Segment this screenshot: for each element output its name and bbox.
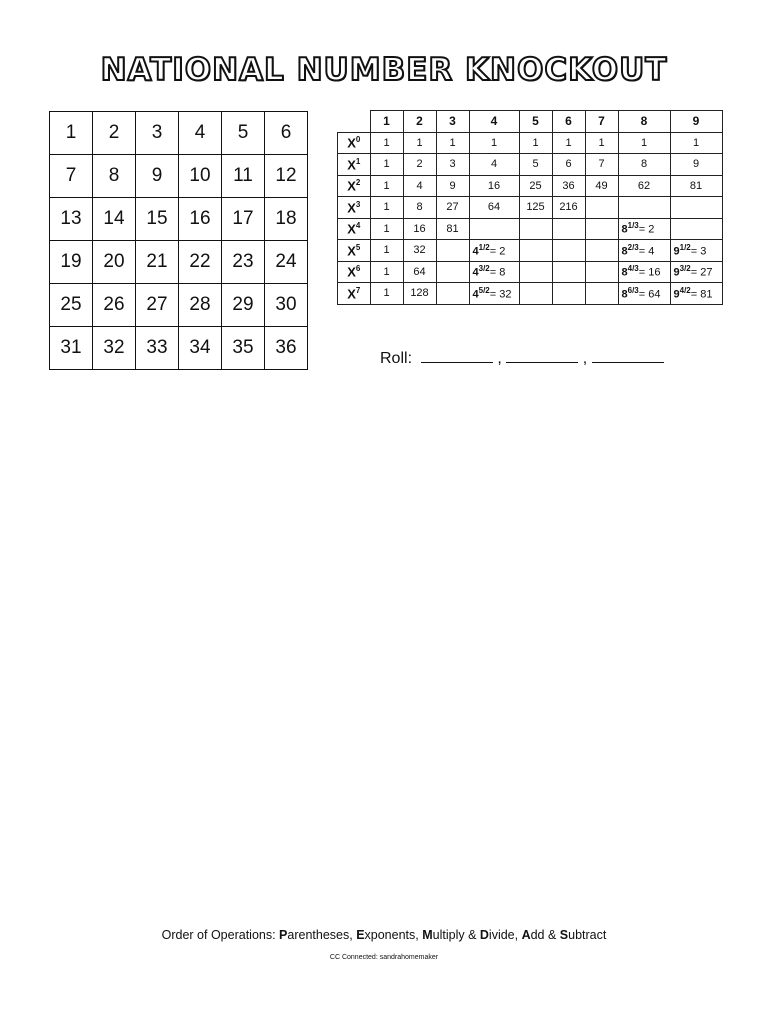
- table-cell: 1: [403, 132, 436, 154]
- footer-word: dd &: [530, 928, 560, 942]
- grid-cell[interactable]: 33: [136, 327, 179, 370]
- table-cell: 1: [370, 175, 403, 197]
- table-cell: [436, 240, 469, 262]
- table-cell: [618, 218, 670, 240]
- cell-result: = 2: [638, 224, 655, 237]
- table-cell: 32: [403, 240, 436, 262]
- row-base: X: [347, 199, 356, 215]
- table-cell: 6: [552, 154, 585, 176]
- table-cell: 1: [370, 197, 403, 219]
- cell-exponent: 1/3: [627, 221, 639, 231]
- cell-base: 8: [621, 267, 628, 280]
- table-cell: 64: [403, 261, 436, 283]
- table-cell: 1: [370, 218, 403, 240]
- row-header: [338, 197, 371, 219]
- grid-cell[interactable]: 21: [136, 241, 179, 284]
- column-header: 4: [469, 111, 519, 133]
- grid-cell[interactable]: 4: [179, 112, 222, 155]
- table-cell: 1: [670, 132, 722, 154]
- cell-base: 8: [621, 245, 628, 258]
- table-cell: 1: [370, 283, 403, 305]
- grid-cell[interactable]: 35: [222, 327, 265, 370]
- footer-initial: D: [479, 928, 489, 942]
- grid-row: [50, 112, 308, 155]
- cell-base: 4: [472, 267, 479, 280]
- table-cell: 62: [618, 175, 670, 197]
- column-header: 9: [670, 111, 722, 133]
- row-exponent: 4: [355, 221, 361, 231]
- table-cell: [519, 283, 552, 305]
- table-cell: [670, 218, 722, 240]
- footer-initial: E: [356, 928, 365, 942]
- grid-cell[interactable]: 17: [222, 198, 265, 241]
- footer-word: ubtract: [568, 928, 607, 942]
- table-corner: [338, 111, 371, 133]
- grid-cell[interactable]: 29: [222, 284, 265, 327]
- grid-cell[interactable]: 3: [136, 112, 179, 155]
- row-exponent: 6: [355, 264, 361, 274]
- cell-result: = 3: [690, 245, 707, 258]
- table-cell: [585, 240, 618, 262]
- grid-row: [50, 327, 308, 370]
- table-cell: [585, 197, 618, 219]
- cell-result: = 32: [489, 288, 512, 301]
- table-cell: 16: [403, 218, 436, 240]
- cell-base: 8: [621, 288, 628, 301]
- grid-cell[interactable]: 32: [93, 327, 136, 370]
- row-exponent: 5: [355, 242, 361, 252]
- cell-result: = 2: [489, 245, 506, 258]
- footer-word: ivide,: [488, 928, 522, 942]
- footer-word: arentheses,: [287, 928, 357, 942]
- footer-word: ultiply &: [432, 928, 480, 942]
- grid-cell[interactable]: 20: [93, 241, 136, 284]
- table-cell: 49: [585, 175, 618, 197]
- grid-cell[interactable]: 19: [50, 241, 93, 284]
- row-exponent: 1: [355, 156, 361, 166]
- grid-cell[interactable]: 16: [179, 198, 222, 241]
- grid-cell[interactable]: 9: [136, 155, 179, 198]
- table-cell: 9: [670, 154, 722, 176]
- column-header: 5: [519, 111, 552, 133]
- powers-table: [337, 110, 723, 305]
- table-cell: 1: [469, 132, 519, 154]
- cell-base: 4: [472, 245, 479, 258]
- table-cell: [436, 283, 469, 305]
- table-cell: [670, 261, 722, 283]
- table-cell: [436, 261, 469, 283]
- table-cell: 25: [519, 175, 552, 197]
- table-cell: 5: [519, 154, 552, 176]
- table-cell: [585, 218, 618, 240]
- grid-cell[interactable]: 27: [136, 284, 179, 327]
- table-cell: 1: [370, 240, 403, 262]
- table-cell: [552, 218, 585, 240]
- grid-cell[interactable]: 8: [93, 155, 136, 198]
- row-exponent: 0: [355, 135, 361, 145]
- table-row: [338, 283, 723, 305]
- table-row: [338, 154, 723, 176]
- table-cell: [585, 261, 618, 283]
- cell-exponent: 3/2: [679, 264, 691, 274]
- cell-result: = 4: [638, 245, 655, 258]
- grid-cell[interactable]: 13: [50, 198, 93, 241]
- column-header: 2: [403, 111, 436, 133]
- grid-cell[interactable]: 2: [93, 112, 136, 155]
- table-row: [338, 132, 723, 154]
- order-of-operations: [0, 928, 768, 942]
- table-cell: 2: [403, 154, 436, 176]
- grid-cell[interactable]: 25: [50, 284, 93, 327]
- row-header: [338, 175, 371, 197]
- grid-cell[interactable]: 11: [222, 155, 265, 198]
- grid-row: [50, 198, 308, 241]
- table-cell: [552, 240, 585, 262]
- row-header: [338, 261, 371, 283]
- grid-cell[interactable]: 7: [50, 155, 93, 198]
- cell-base: 4: [472, 288, 479, 301]
- cell-exponent: 3/2: [478, 264, 490, 274]
- column-header: 7: [585, 111, 618, 133]
- footer-initial: S: [559, 928, 569, 942]
- table-cell: 3: [436, 154, 469, 176]
- cell-base: 9: [673, 245, 680, 258]
- table-cell: [670, 197, 722, 219]
- table-cell: 216: [552, 197, 585, 219]
- cell-exponent: 2/3: [627, 242, 639, 252]
- table-cell: 1: [585, 132, 618, 154]
- column-header: 1: [370, 111, 403, 133]
- table-cell: [552, 283, 585, 305]
- page-title: NATIONAL NUMBER KNOCKOUT: [100, 52, 668, 88]
- roll-separator: ,: [578, 350, 592, 367]
- grid-cell[interactable]: 6: [265, 112, 308, 155]
- row-header: [338, 154, 371, 176]
- table-row: [338, 261, 723, 283]
- table-cell: [469, 283, 519, 305]
- table-cell: 27: [436, 197, 469, 219]
- cell-exponent: 5/2: [478, 285, 490, 295]
- table-cell: 9: [436, 175, 469, 197]
- row-base: X: [347, 221, 356, 237]
- grid-cell[interactable]: 23: [222, 241, 265, 284]
- table-cell: [519, 218, 552, 240]
- table-cell: 1: [370, 261, 403, 283]
- table-row: [338, 218, 723, 240]
- grid-cell[interactable]: 26: [93, 284, 136, 327]
- grid-cell[interactable]: 15: [136, 198, 179, 241]
- roll-blank-2[interactable]: [506, 348, 578, 363]
- table-cell: 4: [403, 175, 436, 197]
- cell-result: = 64: [638, 288, 661, 301]
- table-cell: 16: [469, 175, 519, 197]
- grid-cell[interactable]: 31: [50, 327, 93, 370]
- grid-row: [50, 241, 308, 284]
- number-grid: [49, 111, 308, 370]
- table-cell: 4: [469, 154, 519, 176]
- table-cell: [519, 240, 552, 262]
- cell-exponent: 4/2: [679, 285, 691, 295]
- grid-cell[interactable]: 1: [50, 112, 93, 155]
- table-cell: 1: [436, 132, 469, 154]
- table-cell: 8: [618, 154, 670, 176]
- roll-separator: ,: [492, 350, 507, 367]
- grid-cell[interactable]: 24: [265, 241, 308, 284]
- column-header: 3: [436, 111, 469, 133]
- table-row: [338, 175, 723, 197]
- roll-line: [380, 348, 664, 368]
- table-cell: 1: [519, 132, 552, 154]
- table-row: [338, 197, 723, 219]
- cell-result: = 27: [690, 267, 713, 280]
- footer-prefix: Order of Operations:: [161, 928, 280, 942]
- row-header: [338, 240, 371, 262]
- roll-label: Roll:: [380, 350, 413, 367]
- table-cell: [469, 240, 519, 262]
- table-cell: [618, 283, 670, 305]
- grid-cell[interactable]: 5: [222, 112, 265, 155]
- table-cell: [469, 261, 519, 283]
- credit-line: CC Connected: sandrahomemaker: [329, 954, 439, 961]
- table-row: [338, 240, 723, 262]
- table-cell: 125: [519, 197, 552, 219]
- cell-exponent: 4/3: [627, 264, 639, 274]
- grid-cell[interactable]: 10: [179, 155, 222, 198]
- footer-word: xponents,: [364, 928, 423, 942]
- table-cell: 8: [403, 197, 436, 219]
- table-cell: 81: [436, 218, 469, 240]
- cell-exponent: 6/3: [627, 285, 639, 295]
- table-cell: 1: [552, 132, 585, 154]
- table-cell: 1: [618, 132, 670, 154]
- footer-initial: M: [422, 928, 433, 942]
- row-header: [338, 132, 371, 154]
- footer-initial: A: [521, 928, 531, 942]
- grid-cell[interactable]: 18: [265, 198, 308, 241]
- grid-cell[interactable]: 12: [265, 155, 308, 198]
- table-cell: [618, 197, 670, 219]
- row-base: X: [347, 135, 356, 151]
- grid-cell[interactable]: 30: [265, 284, 308, 327]
- cell-exponent: 1/2: [478, 242, 490, 252]
- table-cell: [670, 283, 722, 305]
- table-cell: [519, 261, 552, 283]
- table-cell: [618, 240, 670, 262]
- row-base: X: [347, 178, 356, 194]
- column-header: 6: [552, 111, 585, 133]
- cell-result: = 8: [489, 267, 506, 280]
- table-cell: 1: [370, 154, 403, 176]
- grid-row: [50, 284, 308, 327]
- grid-cell[interactable]: 28: [179, 284, 222, 327]
- row-header: [338, 283, 371, 305]
- row-base: X: [347, 156, 356, 172]
- cell-exponent: 1/2: [679, 242, 691, 252]
- grid-cell[interactable]: 14: [93, 198, 136, 241]
- row-exponent: 3: [355, 199, 361, 209]
- grid-row: [50, 155, 308, 198]
- table-cell: [585, 283, 618, 305]
- grid-cell[interactable]: 22: [179, 241, 222, 284]
- table-cell: 81: [670, 175, 722, 197]
- column-header: 8: [618, 111, 670, 133]
- table-cell: 1: [370, 132, 403, 154]
- row-exponent: 2: [355, 178, 361, 188]
- table-cell: [552, 261, 585, 283]
- table-cell: 7: [585, 154, 618, 176]
- cell-result: = 16: [638, 267, 661, 280]
- cell-base: 8: [621, 224, 628, 237]
- row-base: X: [347, 285, 356, 301]
- row-base: X: [347, 242, 356, 258]
- roll-blank-3[interactable]: [592, 348, 664, 363]
- row-header: [338, 218, 371, 240]
- table-cell: [469, 218, 519, 240]
- table-cell: 128: [403, 283, 436, 305]
- table-cell: [618, 261, 670, 283]
- table-cell: [670, 240, 722, 262]
- table-cell: 64: [469, 197, 519, 219]
- cell-base: 9: [673, 288, 680, 301]
- row-base: X: [347, 264, 356, 280]
- grid-cell[interactable]: 34: [179, 327, 222, 370]
- grid-cell[interactable]: 36: [265, 327, 308, 370]
- cell-result: = 81: [690, 288, 713, 301]
- footer-initial: P: [279, 928, 288, 942]
- roll-blank-1[interactable]: [421, 348, 493, 363]
- row-exponent: 7: [355, 285, 361, 295]
- table-cell: 36: [552, 175, 585, 197]
- cell-base: 9: [673, 267, 680, 280]
